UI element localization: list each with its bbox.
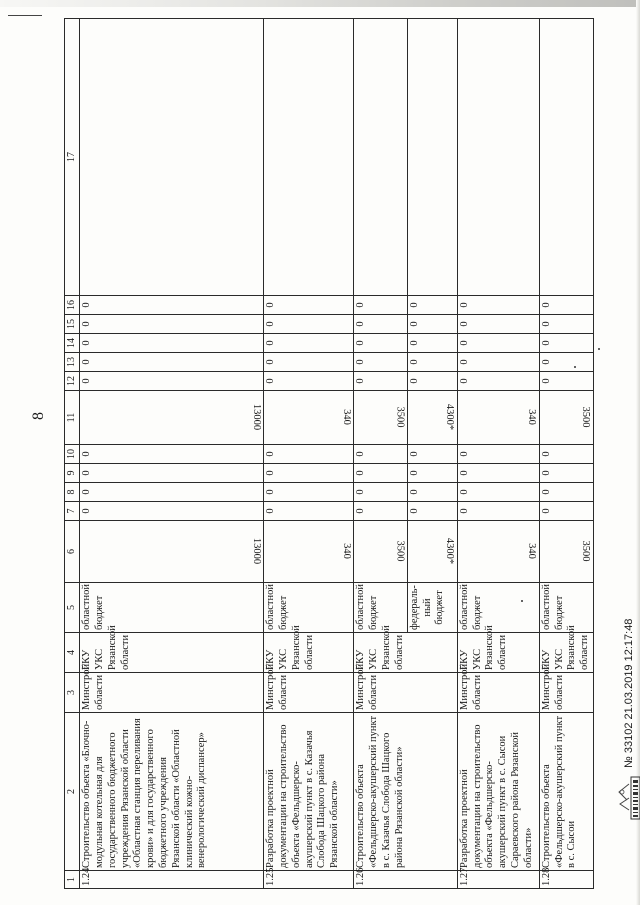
year-value: 0	[264, 372, 354, 391]
year-value: 0	[354, 483, 408, 502]
customer	[407, 673, 457, 713]
year-value: 0	[80, 372, 264, 391]
total-amount: 340	[264, 521, 354, 583]
year-value: 0	[457, 372, 539, 391]
year-value: 0	[539, 334, 593, 353]
year-value: 0	[80, 296, 264, 315]
year-value: 0	[457, 334, 539, 353]
executor: ГКУ УКС Рязанской области	[457, 633, 539, 673]
col-7: 7	[65, 502, 80, 521]
executor: ГКУ УКС Рязанской области	[354, 633, 408, 673]
object-name: Строительство объекта «Блочно-модульная котельная для государственного бюджетного учреждения Рязанской области «Областная станция переливания крови» и для государственного бюджетного учреждения Рязанской области «Областной клинический кожно-венерологический диспансер»	[80, 713, 264, 871]
year-value: 0	[80, 483, 264, 502]
year-value: 0	[80, 315, 264, 334]
object-name: Строительство объекта «Фельдшерско-акушерский пункт в с. Казачья Слобода Шацкого района Рязанской области»	[354, 713, 408, 871]
year-value: 0	[457, 483, 539, 502]
customer: Минстрой области	[354, 673, 408, 713]
year-value: 0	[354, 502, 408, 521]
year-value: 0	[539, 464, 593, 483]
year-value: 0	[354, 445, 408, 464]
executor: ГКУ УКС Рязанской области	[264, 633, 354, 673]
customer: Минстрой области	[264, 673, 354, 713]
result-cell	[407, 19, 457, 296]
year-value: 0	[407, 483, 457, 502]
funding-source: областной бюджет	[264, 583, 354, 633]
table-row	[457, 19, 539, 889]
year-value: 0	[264, 315, 354, 334]
total-amount: 340	[457, 521, 539, 583]
col-6: 6	[65, 521, 80, 583]
row-number: 1.27	[457, 871, 539, 889]
year-value: 0	[80, 445, 264, 464]
year-value: 0	[354, 464, 408, 483]
executor: ГКУ УКС Рязанской области	[539, 633, 593, 673]
customer: Минстрой области	[80, 673, 264, 713]
customer: Минстрой области	[457, 673, 539, 713]
executor: ГКУ УКС Рязанской области	[80, 633, 264, 673]
funding-source: областной бюджет	[80, 583, 264, 633]
row-number: 1.24	[80, 871, 264, 889]
year-value: 0	[264, 334, 354, 353]
table-row	[80, 19, 264, 889]
program-table	[64, 18, 594, 889]
table-row	[539, 19, 593, 889]
year-value: 0	[407, 502, 457, 521]
year-value: 0	[539, 372, 593, 391]
funding-source: областной бюджет	[354, 583, 408, 633]
year-value: 0	[264, 502, 354, 521]
year-value: 0	[354, 334, 408, 353]
year-value: 13000	[80, 391, 264, 445]
col-4: 4	[65, 633, 80, 673]
result-cell	[264, 19, 354, 296]
year-value: 0	[264, 353, 354, 372]
column-number-row	[65, 19, 80, 889]
speck	[598, 348, 600, 350]
result-cell	[80, 19, 264, 296]
year-value: 0	[539, 353, 593, 372]
year-value: 0	[539, 502, 593, 521]
row-number	[407, 871, 457, 889]
year-value: 0	[407, 353, 457, 372]
year-value: 4300*	[407, 391, 457, 445]
year-value: 340	[457, 391, 539, 445]
total-amount: 3500	[354, 521, 408, 583]
col-2: 2	[65, 713, 80, 871]
year-value: 0	[264, 464, 354, 483]
row-number: 1.28	[539, 871, 593, 889]
year-value: 340	[264, 391, 354, 445]
col-13: 13	[65, 353, 80, 372]
table-row	[264, 19, 354, 889]
year-value: 0	[457, 464, 539, 483]
year-value: 0	[539, 483, 593, 502]
object-name: Разработка проектной документации на строительство объекта «Фельдшерско-акушерский пункт в с. Сысои Сараевского района Рязанской области»	[457, 713, 539, 871]
total-amount: 3500	[539, 521, 593, 583]
year-value: 0	[264, 483, 354, 502]
year-value: 0	[354, 296, 408, 315]
year-value: 0	[80, 353, 264, 372]
customer: Минстрой области	[539, 673, 593, 713]
year-value: 3500	[539, 391, 593, 445]
year-value: 0	[539, 296, 593, 315]
object-name: Разработка проектной документации на строительство объекта «Фельдшерско-акушерский пункт в с. Казачья Слобода Шацкого района Рязанской области»	[264, 713, 354, 871]
row-number: 1.25	[264, 871, 354, 889]
page-number: 8	[30, 412, 47, 420]
col-11: 11	[65, 391, 80, 445]
year-value: 0	[407, 334, 457, 353]
year-value: 0	[539, 315, 593, 334]
object-name	[407, 713, 457, 871]
col-15: 15	[65, 315, 80, 334]
col-3: 3	[65, 673, 80, 713]
year-value: 0	[539, 445, 593, 464]
year-value: 0	[354, 372, 408, 391]
total-amount: 4300*	[407, 521, 457, 583]
year-value: 0	[354, 353, 408, 372]
year-value: 0	[407, 445, 457, 464]
row-number: 1.26	[354, 871, 408, 889]
year-value: 0	[407, 296, 457, 315]
col-10: 10	[65, 445, 80, 464]
year-value: 0	[457, 315, 539, 334]
col-12: 12	[65, 372, 80, 391]
year-value: 0	[407, 315, 457, 334]
col-8: 8	[65, 483, 80, 502]
scan-mark	[8, 15, 42, 16]
object-name: Строительство объекта «Фельдшерско-акушерский пункт в с. Сысои	[539, 713, 593, 871]
funding-source: областной бюджет	[539, 583, 593, 633]
col-17: 17	[65, 19, 80, 296]
year-value: 0	[407, 464, 457, 483]
col-9: 9	[65, 464, 80, 483]
table-row	[354, 19, 408, 889]
year-value: 0	[457, 296, 539, 315]
year-value: 0	[80, 334, 264, 353]
col-1: 1	[65, 871, 80, 889]
year-value: 3500	[354, 391, 408, 445]
registration-number-date: № 33102 21.03.2019 12:17:48	[623, 618, 635, 768]
result-cell	[354, 19, 408, 296]
funding-source: областной бюджет	[457, 583, 539, 633]
result-cell	[539, 19, 593, 296]
table-row	[407, 19, 457, 889]
registration-footer	[617, 619, 640, 820]
barcode-stamp-icon	[617, 776, 640, 820]
year-value: 0	[457, 445, 539, 464]
year-value: 0	[264, 445, 354, 464]
year-value: 0	[80, 502, 264, 521]
col-5: 5	[65, 583, 80, 633]
total-amount: 13000	[80, 521, 264, 583]
funding-source: федераль-ный бюджет	[407, 583, 457, 633]
year-value: 0	[457, 502, 539, 521]
year-value: 0	[457, 353, 539, 372]
year-value: 0	[354, 315, 408, 334]
scan-artifact-top	[0, 0, 640, 7]
year-value: 0	[264, 296, 354, 315]
executor	[407, 633, 457, 673]
col-16: 16	[65, 296, 80, 315]
year-value: 0	[80, 464, 264, 483]
year-value: 0	[407, 372, 457, 391]
col-14: 14	[65, 334, 80, 353]
rotated-document	[64, 19, 593, 889]
result-cell	[457, 19, 539, 296]
